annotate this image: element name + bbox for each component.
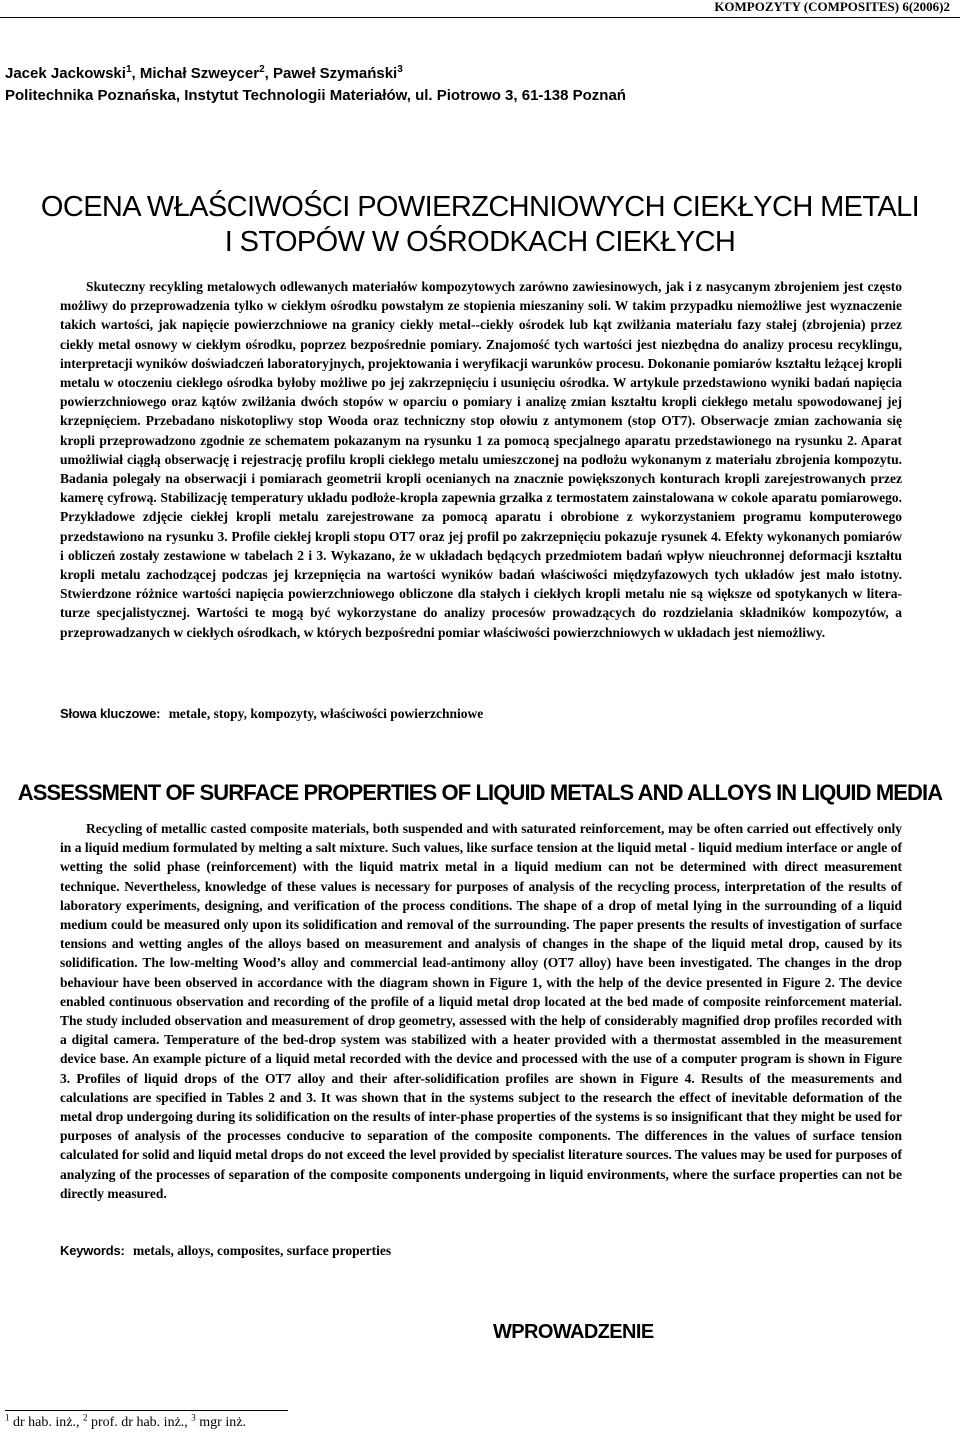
author-1: Jacek Jackowski: [5, 65, 126, 82]
footnote-divider: [5, 1410, 288, 1411]
author-1-marker: 1: [125, 64, 132, 75]
author-2-marker: 2: [259, 64, 265, 75]
footnote-marker-2: 2: [82, 1412, 88, 1423]
footnote-marker-1: 1: [5, 1412, 10, 1423]
footnote-text-1: dr hab. inż.,: [9, 1415, 83, 1430]
english-title: ASSESSMENT OF SURFACE PROPERTIES OF LIQUID METALS AND ALLOYS IN LIQUID MEDIA: [17, 780, 943, 805]
english-keywords-label: Keywords:: [60, 1243, 125, 1258]
footnote-text-2: prof. dr hab. inż.,: [87, 1415, 192, 1430]
author-3: Paweł Szymański: [272, 65, 398, 82]
footnote: [5, 1414, 246, 1432]
english-keywords-text: metals, alloys, composites, surface properties: [133, 1243, 392, 1258]
english-keywords: [60, 1242, 391, 1260]
polish-keywords-text: metale, stopy, kompozyty, właściwości powierzchniowe: [168, 706, 484, 721]
footnote-marker-3: 3: [191, 1412, 196, 1423]
section-heading: WPROWADZENIE: [493, 1321, 654, 1343]
author-3-marker: 3: [397, 64, 403, 75]
polish-title-line-2: I STOPÓW W OŚRODKACH CIEKŁYCH: [224, 226, 736, 258]
polish-abstract: Skuteczny recykling metalowych odlewanych materiałów kompozytowych zarówno zawiesinowych, jak i z nasycanym zbrojeniem jest często możliwy do przeprowadzenia tylko w ciekłym ośrodku powstałym ze stopienia mieszaniny soli. W takim przypadku niemożliwe jest wyznaczenie takich wartości, jak napięcie powierzchniowe na granicy ciekły metal--ciekły ośrodek lub kąt zwilżania materiału fazy stałej (zbrojenia) przez ciekły metal osnowy w ciekłym ośrodku, poprzez bezpośrednie pomiary. Znajomość tych wartości jest niezbędna do analizy procesu recyklingu, interpretacji wyników doświadczeń laboratoryjnych, projektowania i weryfikacji warunków procesu. Dokonanie pomiarów kształtu leżącej kropli metalu w otoczeniu ciekłego ośrodka byłoby możliwe po jej zakrzepnięciu i usunięciu ośrodka. W artykule przedstawiono wyniki badań napięcia powierzchniowego oraz kątów zwilżania dwóch stopów w oparciu o pomiary i analizę zmian kształtu kropli ciekłego metalu spowodowanej jej krzepnięciem. Przebadano niskotopliwy stop Wooda oraz techniczny stop ołowiu z antymonem (stop OT7). Obserwacje zmian zachowania się kropli przeprowadzono zgodnie ze schematem pokazanym na rysunku 1 za pomocą specjalnego aparatu przedstawionego na rysunku 2. Aparat umożliwiał ciągłą obserwację i rejestrację profilu kropli ciekłego metalu umieszczonej na podłożu wykonanym z materiału zbrojenia kompozytu. Badania polegały na obserwacji i pomiarach geometrii kropli ocenianych na znacznie powiększonych konturach kropli zarejestrowanych przez kamerę cyfrową. Stabilizację temperatury układu podłoże-kropla zapewnia grzałka z termostatem zainstalowana w cokole aparatu pomiarowego. Przykładowe zdjęcie ciekłej kropli metalu zarejestrowane za pomocą aparatu i obrobione z wykorzystaniem programu komputerowego przedstawiono na rysunku 3. Profile ciekłej kropli stopu OT7 oraz jej profil po zakrzepnięciu pokazuje rysunek 4. Efekty wykonanych pomiarów i obliczeń zostały zestawione w tabelach 2 i 3. Wykazano, że w układach będących przedmiotem badań wpływ nieuchronnej deformacji kształtu kropli metalu zachodzącej podczas jej krzepnięcia na wartości wyników badań właściwości międzyfazowych tych układów jest mało istotny. Stwierdzone różnice wartości napięcia powierzchniowego obliczone dla stałych i ciekłych kropli metalu nie są większe od spotykanych w litera-turze specjalistycznej. Wartości te mogą być wykorzystane do analizy procesów prowadzących do rozdzielania składników kompozytów, a przeprowadzanych w ciekłych ośrodkach, w których bezpośredni pomiar właściwości powierzchniowych w układach jest niemożliwy.: [60, 279, 902, 640]
journal-name: KOMPOZYTY (COMPOSITES) 6(2006)2: [714, 0, 950, 14]
author-block: Jacek Jackowski$^1$, Michał Szweycer$^2$, Paweł Szymański$^3$ Politechnika Poznańska, Instytut Technologii Materiałów, ul. Piotrowo 3, 61-138 Poznań: [5, 63, 626, 107]
polish-title-line-1: OCENA WŁAŚCIWOŚCI POWIERZCHNIOWYCH CIEKŁYCH METALI: [40, 191, 920, 223]
author-2: Michał Szweycer: [139, 65, 260, 82]
english-abstract: Recycling of metallic casted composite materials, both suspended and with saturated reinforcement, may be often carried out effectively only in a liquid medium formulated by melting a salt mixture. Such values, like surface tension at the liquid metal - liquid medium interface or angle of wetting the solid phase (reinforcement) with the liquid matrix metal in a liquid medium can not be determined with direct measurement technique. Nevertheless, knowledge of these values is necessary for purposes of analysis of the recycling process, interpretation of the results of laboratory experiments, designing, and verification of the process conditions. The shape of a drop of metal lying in the surrounding of a liquid medium could be measured only upon its solidification and removal of the surrounding. The paper presents the results of investigation of surface tensions and wetting angles of the alloys based on measurement and analysis of changes in the shape of the liquid metal drop, caused by its solidification. The low-melting Wood’s alloy and commercial lead-antimony alloy (OT7 alloy) have been investigated. The changes in the drop behaviour have been observed in accordance with the diagram shown in Figure 1, with the help of the device presented in Figure 2. The device enabled continuous observation and recording of the profile of a liquid metal drop located at the bed made of composite reinforcement material. The study included observation and measurement of drop geometry, assessed with the help of considerably magnified drop profiles recorded with a digital camera. Temperature of the bed-drop system was stabilized with a heater provided with a thermostat assembled in the measurement device base. An example picture of a liquid metal recorded with the device and processed with the use of a computer program is shown in Figure 3. Profiles of liquid drops of the OT7 alloy and their after-solidification profiles are shown in Figure 4. Results of the measurements and calculations are specified in Tables 2 and 3. It was shown that in the systems subject to the research the effect of inevitable deformation of the metal drop undergoing during its solidification on the results of inter-phase properties of the systems is so insignificant that they might be used for purposes of analysis of the processes conducive to separation of the composite components. The differences in the values of surface tension calculated for solid and liquid metal drops do not exceed the level provided by specialist literature sources. The values may be used for purposes of analyzing of the processes of separation of the composite components undergoing in liquid environments, where the surface properties can not be directly measured.: [60, 821, 902, 1201]
polish-keywords: [60, 705, 483, 723]
footnote-text-3: mgr inż.: [195, 1415, 246, 1430]
journal-header: [0, 0, 960, 18]
polish-keywords-label: Słowa kluczowe:: [60, 706, 161, 721]
polish-title: [0, 190, 960, 260]
affiliation: Politechnika Poznańska, Instytut Technologii Materiałów, ul. Piotrowo 3, 61-138 Poznań: [5, 87, 626, 104]
